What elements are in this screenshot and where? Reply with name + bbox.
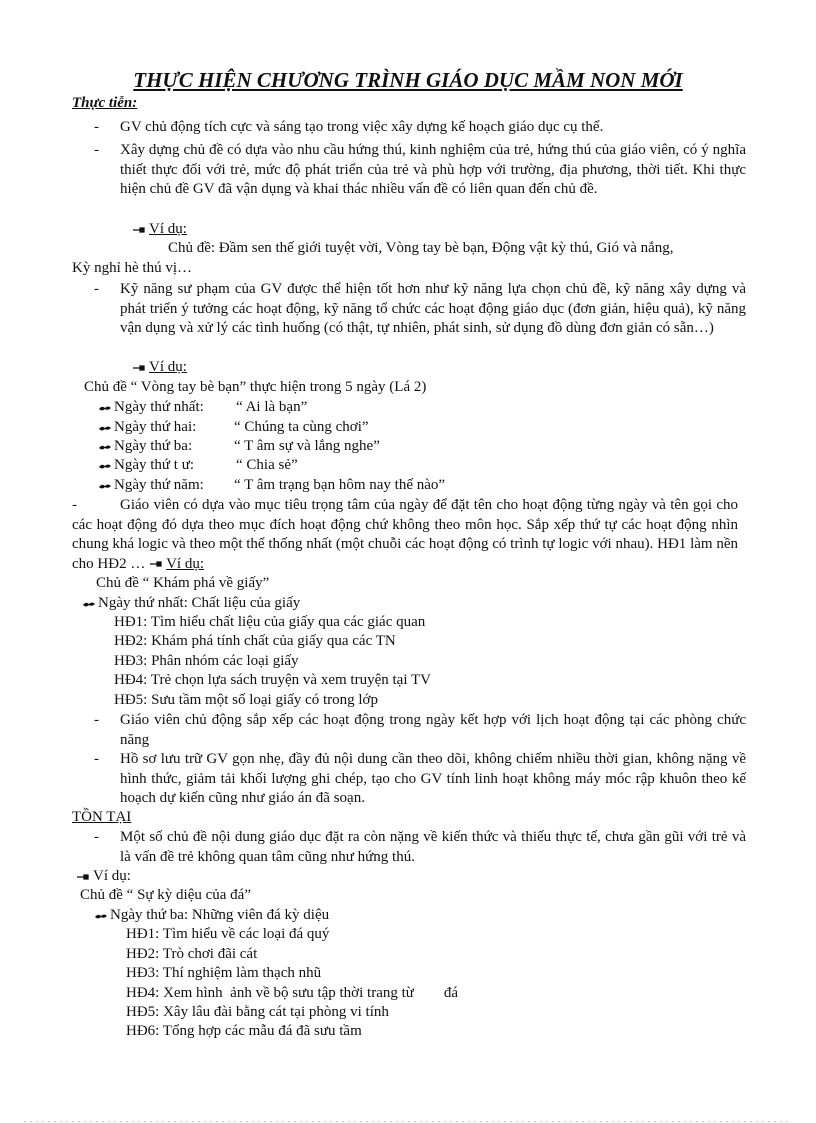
day-row (94, 906, 329, 926)
paragraph (72, 496, 738, 574)
flower-bullet-icon (98, 481, 112, 491)
activity-item: HĐ6: Tổng hợp các mẫu đá đã sưu tầm (126, 1023, 362, 1039)
day-row (98, 418, 196, 438)
example-label: Ví dụ: (149, 359, 187, 375)
day-activity: “ T âm trạng bạn hôm nay thế nào” (234, 477, 446, 493)
pointing-hand-icon (149, 559, 163, 569)
day-row (82, 594, 300, 614)
day-label: Ngày thứ nhất: (114, 399, 204, 415)
page-bottom-dotted-rule (24, 1121, 792, 1122)
bullet-text: Một số chủ đề nội dung giáo dục đặt ra còn nặng về kiến thức và thiếu thực tế, chưa gần gũi với trẻ và là vấn đề trẻ không quan tâm cũng như hứng thú. (120, 829, 746, 865)
activity-item: HĐ1: Tìm hiểu chất liệu của giấy qua các giác quan (114, 614, 426, 630)
example-label: Ví dụ: (93, 868, 131, 884)
activity-item: HĐ2: Khám phá tính chất của giấy qua các TN (114, 633, 396, 649)
day-activity: “ Ai là bạn” (236, 399, 308, 415)
flower-bullet-icon (98, 403, 112, 413)
theme-line: Chủ đề “ Sự kỳ diệu của đá” (80, 887, 251, 903)
day-label: Ngày thứ năm: (114, 477, 204, 493)
pointing-hand-icon (132, 225, 146, 235)
bullet-text: Hồ sơ lưu trữ GV gọn nhẹ, đầy đủ nội dung cần theo dõi, không chiếm nhiều thời gian, không nặng về hình thức, giảm tải khối lượng ghi chép, tạo cho GV tính linh hoạt không máy móc rập khuôn theo kế hoạch dự kiến cũng như giáo án đã soạn. (120, 751, 746, 806)
activity-item: HĐ5: Sưu tầm một số loại giấy có trong lớp (114, 692, 378, 708)
example-label: Ví dụ: (166, 555, 204, 572)
activity-item: HĐ4: Xem hình ảnh về bộ sưu tập thời trang từ đá (126, 985, 459, 1001)
day-row (98, 456, 194, 476)
theme-line: Chủ đề “ Vòng tay bè bạn” thực hiện trong 5 ngày (Lá 2) (84, 379, 427, 395)
paragraph-dash: - (72, 497, 77, 513)
day-label: Ngày thứ ba: Những viên đá kỳ diệu (110, 907, 330, 923)
flower-bullet-icon (98, 423, 112, 433)
day-row (98, 437, 192, 457)
day-label: Ngày thứ t ư: (114, 457, 195, 473)
example-text: Chủ đề: Đầm sen thế giới tuyệt vời, Vòng tay bè bạn, Động vật kỳ thú, Gió và nắng, (168, 240, 674, 256)
document-title: THỰC HIỆN CHƯƠNG TRÌNH GIÁO DỤC MẦM NON MỚI (133, 68, 683, 92)
activity-item: HĐ2: Trò chơi đãi cát (126, 946, 258, 962)
activity-item: HĐ3: Phân nhóm các loại giấy (114, 653, 299, 669)
paragraph-text: Giáo viên có dựa vào mục tiêu trọng tâm của ngày để đặt tên cho hoạt động từng ngày và tên gọi cho các hoạt động đó dựa theo mục đích hoạt động chứ không theo môn học. Sắp xếp thứ tự các hoạt động nhìn chung khá logic và theo một thể thống nhất (một chuỗi các hoạt động có trình tự logic với nhau). HĐ1 làm nền cho HĐ2 … (72, 497, 738, 572)
day-label: Ngày thứ hai: (114, 419, 197, 435)
example-label-row (132, 358, 187, 378)
flower-bullet-icon (98, 442, 112, 452)
day-activity: “ Chia sẻ” (236, 457, 298, 473)
section-heading-practice: Thực tiễn: (72, 95, 138, 111)
activity-item: HĐ3: Thí nghiệm làm thạch nhũ (126, 965, 322, 981)
day-label: Ngày thứ ba: (114, 438, 193, 454)
section-heading-shortcomings: TỒN TẠI (72, 809, 132, 825)
example-label-row (132, 220, 187, 240)
document-page: THỰC HIỆN CHƯƠNG TRÌNH GIÁO DỤC MẦM NON MỚI Thực tiễn: - GV chủ động tích cực và sáng tạo trong việc xây dựng kế hoạch giáo dục cụ thể. - Xây dựng chủ đề có dựa vào nhu cầu hứng thú, kinh nghiệm của trẻ, hứng thú của giáo viên, có ý nghĩa thiết thực đối với trẻ, mức độ phát triển của trẻ và phù hợp với trường, địa phương, thời tiết. Khi thực hiện chủ đề GV đã vận dụng và khai thác nhiều vấn đề có liên quan đến chủ đề. Ví dụ: Chủ đề: Đầm sen thế giới tuyệt vời, Vòng tay bè bạn, Động vật kỳ thú, Gió và nắng, Kỳ nghỉ hè thú vị… - Kỹ năng sư phạm của GV được thể hiện tốt hơn như kỹ năng lựa chọn chủ đề, kỹ năng xây dựng và phát triển ý tưởng các hoạt động, kỹ năng tổ chức các hoạt động giáo dục (đơn giản, hiệu quả), kỹ năng vận dụng và xử lý các tình huống (có thật, tự nhiên, phát sinh, sử dụng đồ dùng đơn giản có sẵn…) Ví dụ: Chủ đề “ Vòng tay bè bạn” thực hiện trong 5 ngày (Lá 2) Ngày thứ nhất: “ Ai là bạn” Ngày thứ hai: “ Chúng ta cùng chơi” Ngày thứ ba: “ T âm sự và lắng nghe” Ngày thứ t ư: “ Chia sẻ” Ngày thứ năm: “ T âm trạng bạn hôm nay thế nào” - Giáo viên có dựa vào mục tiêu trọng tâm của ngày để đặt tên cho hoạt động từng ngày và tên gọi cho các hoạt động đó dựa theo mục đích hoạt động chứ không theo môn học. Sắp xếp thứ tự các hoạt động nhìn chung khá logic và theo một thể thống nhất (một chuỗi các hoạt động có trình tự logic với nhau). HĐ1 làm nền cho HĐ2 … Ví dụ: Chủ đề “ Khám phá về giấy” Ngày thứ nhất: Chất liệu của giấy HĐ1: Tìm hiểu chất liệu của giấy qua các giác quan HĐ2: Khám phá tính chất của giấy qua các TN HĐ3: Phân nhóm các loại giấy HĐ4: Trẻ chọn lựa sách truyện và xem truyện tại TV HĐ5: Sưu tầm một số loại giấy có trong lớp - Giáo viên chủ động sắp xếp các hoạt động trong ngày kết hợp với lịch hoạt động tại các phòng chức năng - Hồ sơ lưu trữ GV gọn nhẹ, đầy đủ nội dung cần theo dõi, không chiếm nhiều thời gian, không nặng về hình thức, giảm tải khối lượng ghi chép, tạo cho GV tính linh hoạt không máy móc rập khuôn theo kế hoạch dự kiến cũng như giáo án đã soạn. TỒN TẠI - Một số chủ đề nội dung giáo dục đặt ra còn nặng về kiến thức và thiếu thực tế, chưa gần gũi với trẻ và là vấn đề trẻ không quan tâm cũng như hứng thú. Ví dụ: Chủ đề “ Sự kỳ diệu của đá” Ngày thứ ba: Những viên đá kỳ diệu HĐ1: Tìm hiểu về các loại đá quý HĐ2: Trò chơi đãi cát HĐ3: Thí nghiệm làm thạch nhũ HĐ4: Xem hình ảnh về bộ sưu tập thời trang từ đá HĐ5: Xây lâu đài bằng cát tại phòng vi tính HĐ6: Tổng hợp các mẫu đá đã sưu tầm (0, 0, 816, 1123)
day-activity: “ Chúng ta cùng chơi” (234, 419, 369, 435)
day-activity: “ T âm sự và lắng nghe” (234, 438, 380, 454)
example-label-row (76, 867, 131, 887)
bullet-text: Xây dựng chủ đề có dựa vào nhu cầu hứng thú, kinh nghiệm của trẻ, hứng thú của giáo viên, có ý nghĩa thiết thực đối với trẻ, mức độ phát triển của trẻ và phù hợp với trường, địa phương, thời tiết. Khi thực hiện chủ đề GV đã vận dụng và khai thác nhiều vấn đề có liên quan đến chủ đề. (120, 142, 746, 197)
bullet-text: Kỹ năng sư phạm của GV được thể hiện tốt hơn như kỹ năng lựa chọn chủ đề, kỹ năng xây dựng và phát triển ý tưởng các hoạt động, kỹ năng tổ chức các hoạt động giáo dục (đơn giản, hiệu quả), kỹ năng vận dụng và xử lý các tình huống (có thật, tự nhiên, phát sinh, sử dụng đồ dùng đơn giản có sẵn…) (120, 281, 746, 336)
activity-item: HĐ5: Xây lâu đài bằng cát tại phòng vi tính (126, 1004, 389, 1020)
example-text: Kỳ nghỉ hè thú vị… (72, 260, 192, 276)
pointing-hand-icon (76, 872, 90, 882)
day-row (98, 476, 204, 496)
flower-bullet-icon (94, 911, 108, 921)
theme-line: Chủ đề “ Khám phá về giấy” (96, 575, 270, 591)
bullet-text: Giáo viên chủ động sắp xếp các hoạt động trong ngày kết hợp với lịch hoạt động tại các phòng chức năng (120, 712, 746, 748)
activity-item: HĐ4: Trẻ chọn lựa sách truyện và xem truyện tại TV (114, 672, 431, 688)
activity-item: HĐ1: Tìm hiểu về các loại đá quý (126, 926, 330, 942)
pointing-hand-icon (132, 363, 146, 373)
bullet-text: GV chủ động tích cực và sáng tạo trong việc xây dựng kế hoạch giáo dục cụ thể. (120, 119, 604, 135)
flower-bullet-icon (98, 461, 112, 471)
flower-bullet-icon (82, 599, 96, 609)
day-row (98, 398, 204, 418)
day-label: Ngày thứ nhất: Chất liệu của giấy (98, 595, 301, 611)
example-label: Ví dụ: (149, 221, 187, 237)
